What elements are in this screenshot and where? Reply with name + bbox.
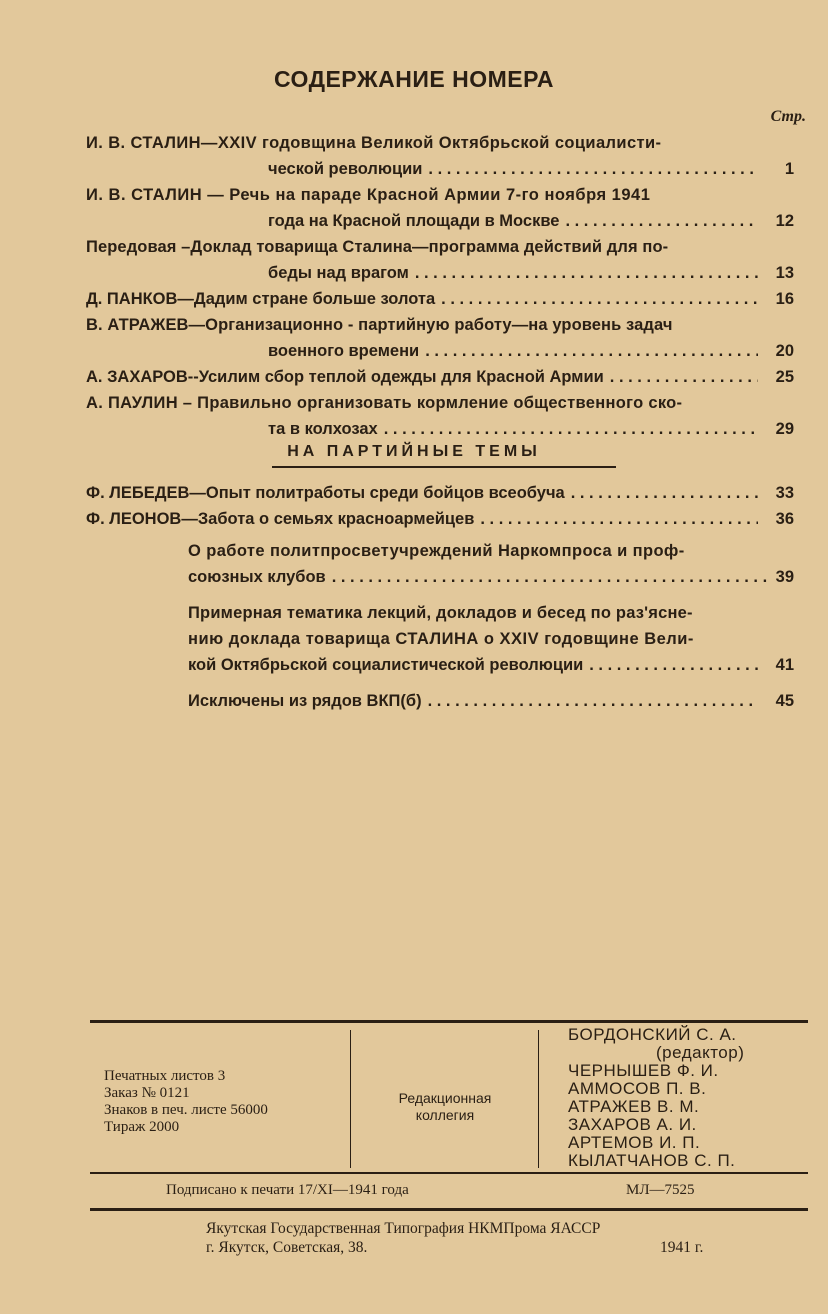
toc-entry-line: кой Октябрьской социалистической революции — [188, 656, 584, 674]
dot-leader — [604, 368, 758, 387]
toc-entry-line: та в колхозах — [268, 420, 378, 438]
toc-entry[interactable] — [188, 604, 788, 623]
board-member: КЫЛАТЧАНОВ С. П. — [568, 1151, 736, 1170]
toc-entry-line: И. В. СТАЛИН—XXIV годовщина Великой Октябрьской социалисти- — [86, 134, 662, 152]
toc-entry-line: года на Красной площади в Москве — [268, 212, 560, 230]
toc-entry-cont[interactable] — [188, 630, 788, 649]
toc-entry-line: беды над врагом — [268, 264, 409, 282]
toc-page-number: 25 — [775, 368, 794, 386]
toc-entry-line: военного времени — [268, 342, 420, 360]
sheets-count: Печатных листов 3 — [104, 1068, 226, 1084]
toc-entry-line: ческой революции — [268, 160, 423, 178]
toc-entry-line: А. ПАУЛИН – Правильно организовать кормление общественного ско- — [86, 394, 683, 412]
board-member: ЗАХАРОВ А. И. — [568, 1115, 697, 1134]
toc-entry-line: Ф. ЛЕБЕДЕВ—Опыт политработы среди бойцов всеобуча — [86, 484, 565, 502]
board-member: ЧЕРНЫШЕВ Ф. И. — [568, 1061, 719, 1080]
toc-page-number: 36 — [775, 510, 794, 528]
printer-address: г. Якутск, Советская, 38. — [206, 1239, 368, 1256]
page-title: СОДЕРЖАНИЕ НОМЕРА — [273, 66, 555, 92]
dot-leader — [326, 568, 772, 587]
order-number: Заказ № 0121 — [104, 1085, 190, 1101]
imprint-mid-rule — [90, 1172, 808, 1174]
toc-entry[interactable] — [86, 238, 786, 257]
dot-leader — [474, 510, 758, 529]
toc-page-number: 29 — [775, 420, 794, 438]
toc-page-number: 45 — [775, 692, 794, 710]
board-label-line: коллегия — [415, 1107, 475, 1123]
toc-entry-line: А. ЗАХАРОВ--Усилим сбор теплой одежды для Красной Армии — [86, 368, 604, 386]
chars-per-sheet: Знаков в печ. листе 56000 — [104, 1102, 268, 1118]
section-heading: НА ПАРТИЙНЫЕ ТЕМЫ — [287, 443, 541, 460]
toc-entry-line: И. В. СТАЛИН — Речь на параде Красной Армии 7-го ноября 1941 — [86, 186, 651, 204]
signed-date: Подписано к печати 17/XI—1941 года — [166, 1182, 409, 1198]
dot-leader — [565, 484, 758, 503]
toc-page-number: 1 — [784, 160, 794, 178]
dot-leader — [583, 656, 758, 675]
toc-page-number: 39 — [775, 568, 794, 586]
print-year: 1941 г. — [660, 1239, 704, 1256]
dot-leader — [559, 212, 758, 231]
dot-leader — [422, 160, 758, 179]
catalog-code: МЛ—7525 — [626, 1182, 695, 1198]
toc-page-number: 16 — [775, 290, 794, 308]
toc-entry[interactable] — [86, 134, 786, 153]
toc-page-number: 41 — [775, 656, 794, 674]
toc-page-number: 20 — [775, 342, 794, 360]
toc-entry-line: О работе политпросветучреждений Наркомпроса и проф- — [188, 542, 685, 560]
toc-entry-line: Передовая –Доклад товарища Сталина—программа действий для по- — [86, 238, 669, 256]
board-member: БОРДОНСКИЙ С. А. — [568, 1025, 737, 1044]
dot-leader — [409, 264, 758, 283]
toc-entry-line: Ф. ЛЕОНОВ—Забота о семьях красноармейцев — [86, 510, 475, 528]
board-member: АММОСОВ П. В. — [568, 1079, 707, 1098]
page-column-header: Стр. — [770, 108, 806, 125]
toc-page-number: 13 — [775, 264, 794, 282]
toc-page-number: 33 — [775, 484, 794, 502]
printer-name: Якутская Государственная Типография НКМПрома ЯАССР — [206, 1220, 601, 1237]
print-run: Тираж 2000 — [104, 1119, 180, 1135]
toc-page-number: 12 — [775, 212, 794, 230]
toc-entry-line: Исключены из рядов ВКП(б) — [188, 692, 422, 710]
toc-entry-line: Д. ПАНКОВ—Дадим стране больше золота — [86, 290, 436, 308]
toc-entry[interactable] — [86, 394, 786, 413]
toc-entry-line: В. АТРАЖЕВ—Организационно - партийную работу—на уровень задач — [86, 316, 673, 334]
board-member: АТРАЖЕВ В. М. — [568, 1097, 700, 1116]
toc-entry-line: нию доклада товарища СТАЛИНА о XXIV годовщине Вели- — [188, 630, 694, 648]
board-member: АРТЕМОВ И. П. — [568, 1133, 701, 1152]
imprint-divider — [350, 1030, 351, 1168]
board-label — [352, 1090, 538, 1124]
dot-leader — [378, 420, 758, 439]
toc-entry[interactable] — [188, 542, 788, 561]
dot-leader — [419, 342, 758, 361]
editorial-board — [568, 1026, 744, 1170]
imprint-top-rule — [90, 1020, 808, 1023]
toc-entry-line: союзных клубов — [188, 568, 326, 586]
dot-leader — [435, 290, 758, 309]
dot-leader — [422, 692, 758, 711]
board-label-line: Редакционная — [398, 1090, 492, 1106]
toc-entry-line: Примерная тематика лекций, докладов и бесед по раз'ясне- — [188, 604, 693, 622]
imprint-bottom-rule — [90, 1208, 808, 1211]
toc-entry[interactable] — [86, 186, 786, 205]
board-role: (редактор) — [656, 1043, 745, 1062]
imprint-divider — [538, 1030, 539, 1168]
print-details — [104, 1068, 268, 1136]
section-underline — [272, 466, 616, 468]
toc-entry[interactable] — [86, 316, 786, 335]
